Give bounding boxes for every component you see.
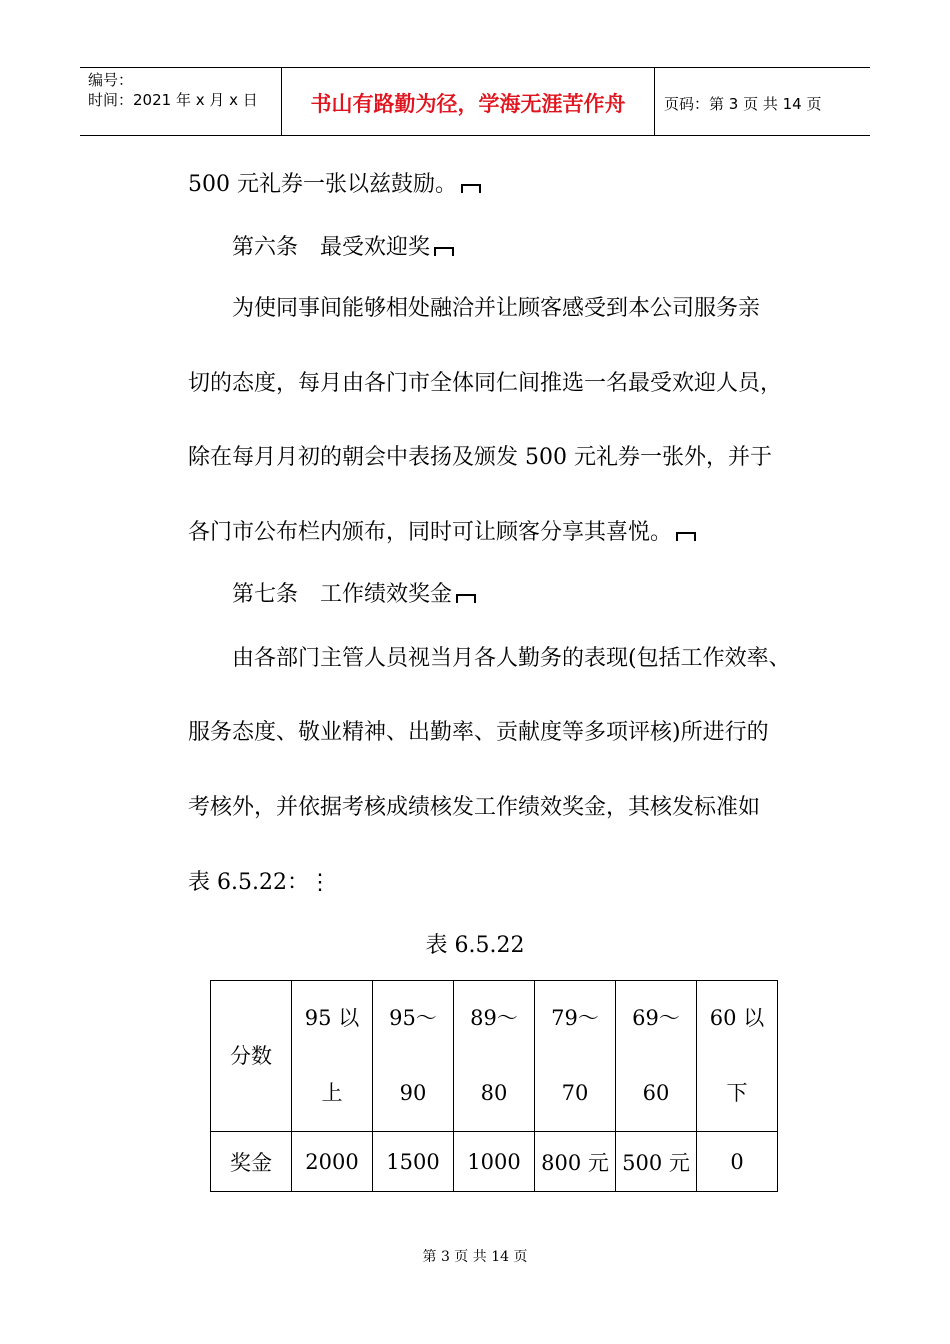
header-page-label: 页码：第 3 页 共 14 页 (664, 95, 822, 113)
body-line: 各门市公布栏内颁布，同时可让顾客分享其喜悦。 (188, 518, 696, 548)
table-row-bonus (211, 1132, 778, 1192)
table-caption: 表 6.5.22 (425, 933, 525, 958)
body-line: 服务态度、敬业精神、出勤率、贡献度等多项评核)所进行的 (188, 720, 769, 745)
table-cell: 0 (697, 1132, 778, 1192)
header-divider-right (654, 67, 655, 136)
table-cell: 分数 (211, 981, 292, 1132)
paragraph-mark-icon (434, 247, 454, 256)
header-bottom-rule (80, 135, 870, 136)
article-six-heading: 第六条 最受欢迎奖 (232, 233, 454, 263)
table-cell: 1000 (454, 1132, 535, 1192)
page-footer: 第 3 页 共 14 页 (422, 1249, 528, 1265)
body-line: 除在每月月初的朝会中表扬及颁发 500 元礼券一张外，并于 (188, 445, 772, 470)
body-line: 500 元礼券一张以兹鼓励。 (188, 170, 481, 200)
table-cell: 2000 (292, 1132, 373, 1192)
table-cell: 69～ 60 (616, 981, 697, 1132)
table-row-score (211, 981, 778, 1132)
body-line: 为使同事间能够相处融洽并让顾客感受到本公司服务亲 (232, 296, 761, 321)
table-cell: 95 以 上 (292, 981, 373, 1132)
header-time-label: 时间：2021 年 x 月 x 日 (88, 91, 258, 109)
body-line: 由各部门主管人员视当月各人勤务的表现(包括工作效率、 (232, 646, 791, 671)
article-seven-heading: 第七条 工作绩效奖金 (232, 580, 476, 610)
header-number-label: 编号： (88, 71, 134, 89)
body-line: 切的态度，每月由各门市全体同仁间推选一名最受欢迎人员， (188, 371, 783, 396)
table-cell: 500 元 (616, 1132, 697, 1192)
bonus-table (210, 980, 778, 1192)
table-cell: 奖金 (211, 1132, 292, 1192)
paragraph-mark-icon (461, 184, 481, 193)
table-cell: 89～ 80 (454, 981, 535, 1132)
table-cell: 1500 (373, 1132, 454, 1192)
body-line: 表 6.5.22：⋮ (188, 870, 331, 895)
body-line: 考核外，并依据考核成绩核发工作绩效奖金，其核发标准如 (188, 795, 761, 820)
table-cell: 800 元 (535, 1132, 616, 1192)
table-cell: 79～ 70 (535, 981, 616, 1132)
table-cell: 60 以 下 (697, 981, 778, 1132)
header-motto: 书山有路勤为径，学海无涯苦作舟 (310, 92, 626, 116)
table-cell: 95～ 90 (373, 981, 454, 1132)
paragraph-mark-icon (676, 532, 696, 541)
paragraph-mark-icon (456, 594, 476, 603)
header-top-rule (80, 67, 870, 68)
